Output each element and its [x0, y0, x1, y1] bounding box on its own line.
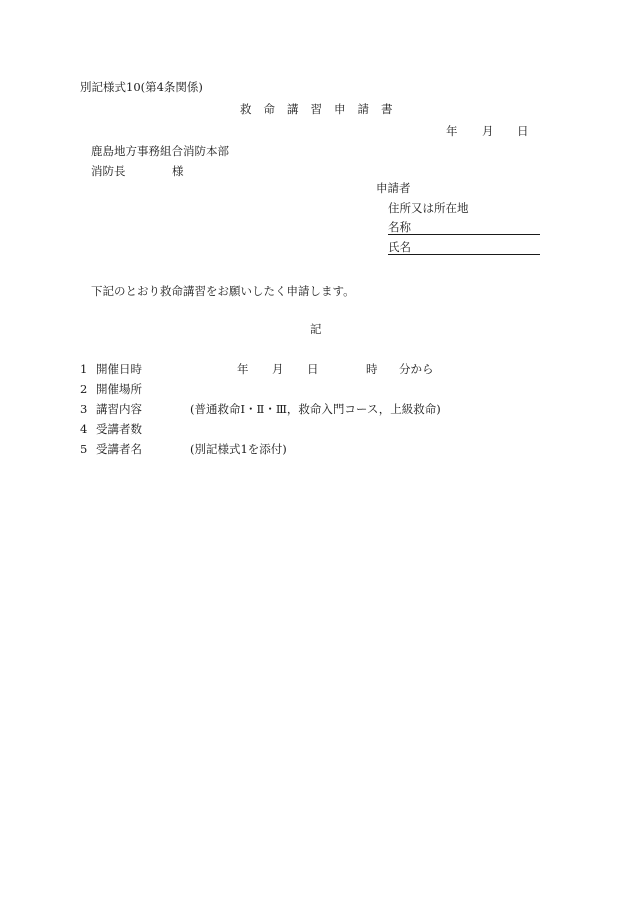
item-number: 2: [80, 382, 88, 396]
addressee-org: 鹿島地方事務組合消防本部: [91, 144, 229, 158]
item-value: (普通救命Ⅰ・Ⅱ・Ⅲ，救命入門コース，上級救命): [190, 402, 441, 416]
item-number: 3: [80, 402, 88, 416]
item-number: 4: [80, 422, 88, 436]
date-day: 日: [517, 124, 529, 138]
title-char: 書: [381, 102, 393, 116]
datetime-year: 年: [237, 362, 249, 376]
title-char: 命: [263, 102, 275, 116]
datetime-minute: 分から: [399, 362, 434, 376]
date-month: 月: [482, 124, 494, 138]
ki-heading: 記: [310, 322, 322, 336]
form-number: 別記様式10(第4条関係): [80, 80, 203, 94]
title-char: 申: [334, 102, 346, 116]
request-text: 下記のとおり救命講習をお願いしたく申請します。: [91, 284, 355, 298]
date-year: 年: [446, 124, 458, 138]
datetime-month: 月: [272, 362, 284, 376]
title-char: 習: [310, 102, 322, 116]
applicant-person-field[interactable]: [388, 240, 540, 255]
title-char: 請: [357, 102, 369, 116]
applicant-name-label: 名称: [388, 220, 411, 234]
item-label: 開催日時: [96, 362, 142, 376]
item-number: 1: [80, 362, 88, 376]
datetime-day: 日: [307, 362, 319, 376]
item-label: 受講者名: [96, 442, 142, 456]
item-label: 講習内容: [96, 402, 142, 416]
document-title: [240, 102, 405, 116]
applicant-name-field[interactable]: [388, 220, 540, 235]
applicant-address-label: 住所又は所在地: [388, 201, 469, 215]
item-label: 開催場所: [96, 382, 142, 396]
title-char: 救: [240, 102, 252, 116]
item-label: 受講者数: [96, 422, 142, 436]
addressee-honorific: 様: [172, 164, 184, 178]
addressee-chief: 消防長: [91, 164, 126, 178]
applicant-heading: 申請者: [376, 181, 411, 195]
title-char: 講: [287, 102, 299, 116]
item-value: (別記様式1を添付): [190, 442, 287, 456]
datetime-hour: 時: [366, 362, 378, 376]
item-number: 5: [80, 442, 88, 456]
applicant-person-label: 氏名: [388, 240, 411, 254]
